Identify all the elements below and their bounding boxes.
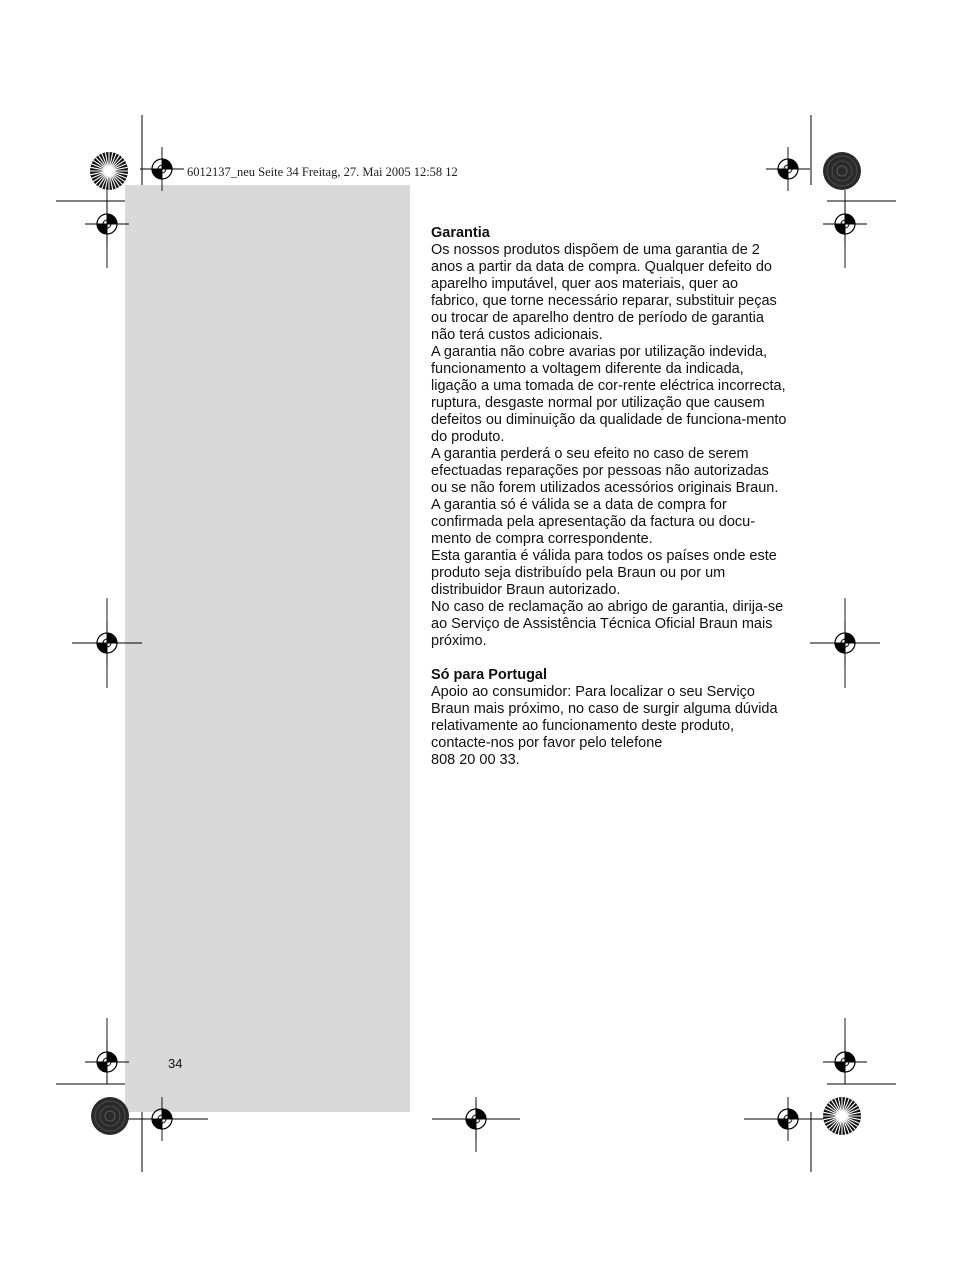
paragraph: No caso de reclamação ao abrigo de garantia, dirija-se ao Serviço de Assistência Técnica Oficial Braun mais próximo. bbox=[431, 599, 784, 649]
section-title-portugal: Só para Portugal bbox=[431, 667, 548, 683]
section-title-garantia: Garantia bbox=[431, 225, 490, 241]
print-header: 6012137_neu Seite 34 Freitag, 27. Mai 2005 12:58 12 bbox=[187, 165, 458, 179]
paragraph: Esta garantia é válida para todos os países onde este produto seja distribuído pela Braun ou por um distribuidor Braun autorizado. bbox=[431, 548, 777, 598]
phone-number: 808 20 00 33. bbox=[431, 752, 520, 768]
gray-margin-panel bbox=[125, 185, 410, 1112]
page-number: 34 bbox=[168, 1056, 183, 1071]
paragraph: A garantia perderá o seu efeito no caso de serem efectuadas reparações por pessoas não autorizadas ou se não forem utilizados acessórios originais Braun. bbox=[431, 446, 779, 496]
paragraph: Apoio ao consumidor: Para localizar o seu Serviço Braun mais próximo, no caso de surgir alguma dúvida relativamente ao funcionamento deste produto, contacte-nos por favor pelo telefone bbox=[431, 684, 778, 751]
paragraph: Os nossos produtos dispõem de uma garantia de 2 anos a partir da data de compra. Qualquer defeito do aparelho imputável, quer aos materiais, quer ao fabrico, que torne necessário reparar, substituir peças ou trocar de aparelho dentro de período de garantia não terá custos adicionais. bbox=[431, 242, 777, 343]
paragraph: A garantia só é válida se a data de compra for confirmada pela apresentação da factura ou docu-mento de compra correspondente. bbox=[431, 497, 756, 547]
paragraph: A garantia não cobre avarias por utilização indevida, funcionamento a voltagem diferente da indicada, ligação a uma tomada de cor-rente eléctrica incorrecta, ruptura, desgaste normal por utilização que causem defeitos ou diminuição da qualidade de funciona-mento do produto. bbox=[431, 344, 787, 445]
page-content bbox=[431, 225, 787, 769]
